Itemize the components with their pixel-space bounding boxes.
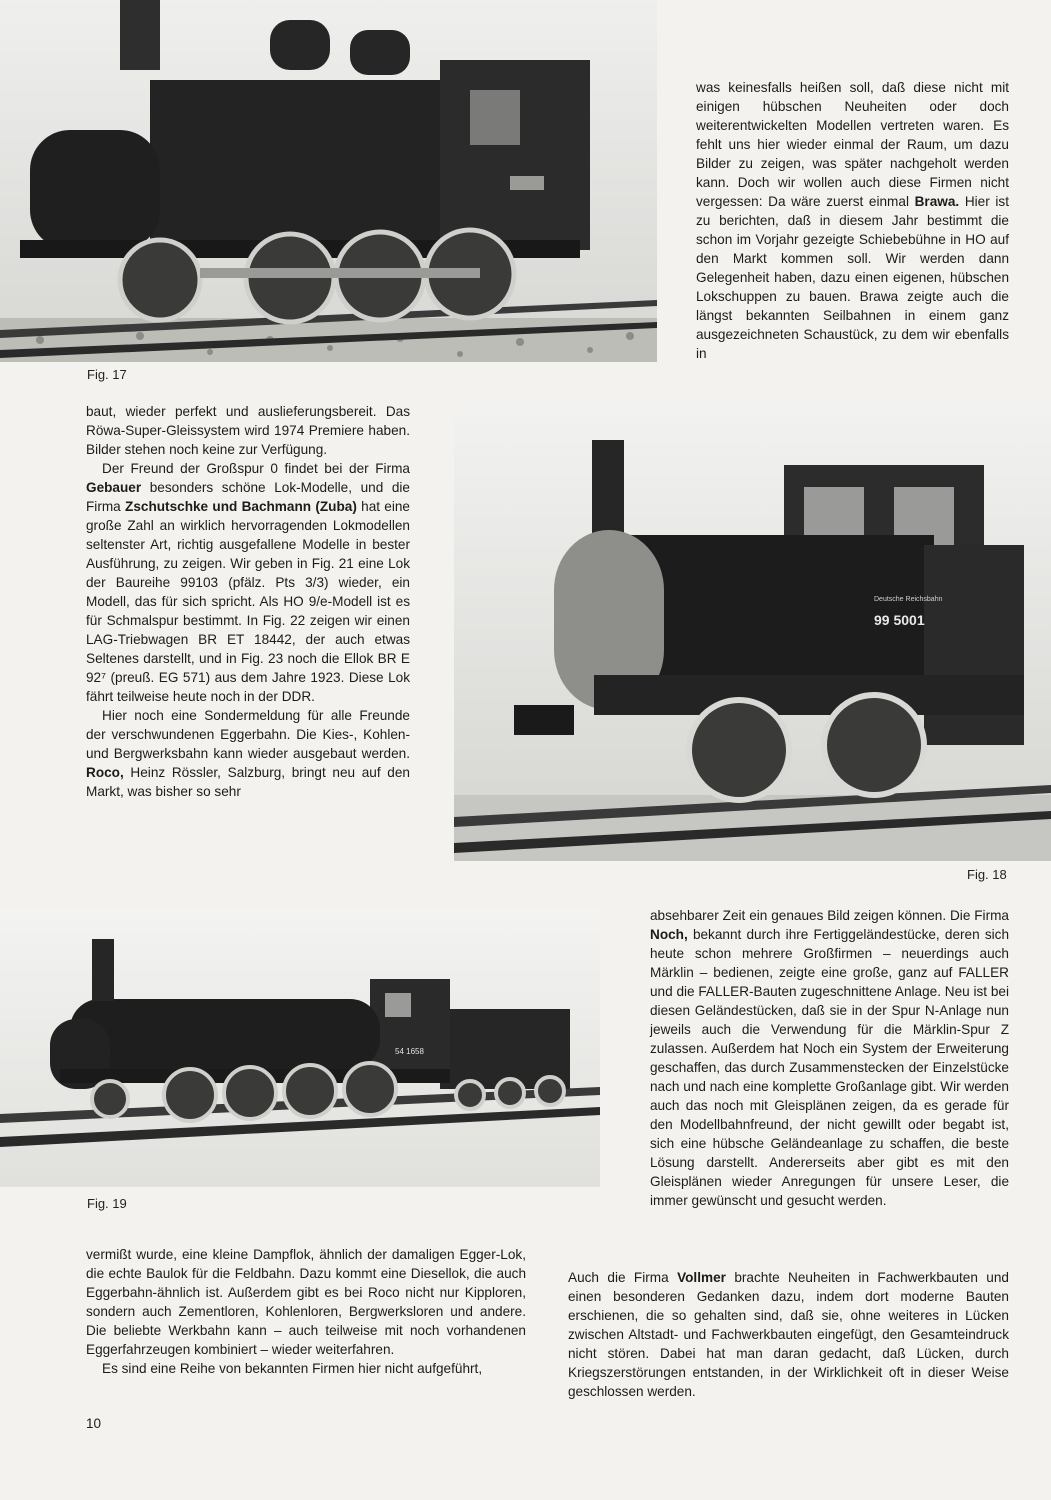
fig17-photo	[0, 0, 657, 362]
loco-number-fig19: 54 1658	[395, 1047, 424, 1056]
text-run: Hier ist zu berichten, daß in diesem Jahr bestimmt die schon im Vorjahr gezeigte Schiebebühne in HO auf den Markt kommen soll. Wir werden dann Gelegenheit haben, dazu einen eigenen, hübschen Lokschuppen zu bauen. Brawa zeigte auch die längst bekannten Seilbahnen in einem ganz ausgezeichneten Schaustück, zu dem wir ebenfalls in	[696, 194, 1009, 361]
paragraph: Der Freund der Großspur 0 findet bei der Firma Gebauer besonders schöne Lok-Modelle, und die Firma Zschutschke und Bachmann (Zuba) hat eine große Zahl an wirklich hervorragenden Lokmodellen seltenster Art, richtig ausgefallene Modelle in bester Ausführung, zu zeigen. Wir geben in Fig. 21 eine Lok der Baureihe 99103 (pfälz. Pts 3/3) wieder, ein Modell, das für sich spricht. Als HO 9/e-Modell ist es für Schmalspur bestimmt. In Fig. 22 zeigen wir einen LAG-Triebwagen BR ET 18442, der auch etwas Seltenes darstellt, und in Fig. 23 noch die Ellok BR E 92⁷ (preuß. EG 571) aus dem Jahre 1923. Diese Lok fährt teilweise heute noch in der DDR.	[86, 461, 410, 704]
text-column-bottom-right-2	[568, 1268, 1009, 1401]
locomotive-fig19-image	[0, 909, 600, 1187]
text-column-middle-left	[86, 402, 410, 801]
page-number: 10	[86, 1416, 102, 1431]
fig19-caption: Fig. 19	[87, 1196, 127, 1211]
locomotive-fig18-image	[454, 405, 1051, 861]
fig18-caption: Fig. 18	[967, 867, 1007, 882]
paragraph: Es sind eine Reihe von bekannten Firmen hier nicht aufgeführt,	[102, 1361, 483, 1376]
brand-gebauer: Gebauer	[86, 480, 142, 495]
fig17-caption: Fig. 17	[87, 367, 127, 382]
fig19-photo	[0, 909, 600, 1187]
text-column-top-right	[696, 78, 1009, 363]
loco-plate-fig18: Deutsche Reichsbahn	[874, 596, 943, 603]
paragraph: baut, wieder perfekt und auslieferungsbereit. Das Röwa-Super-Gleissystem wird 1974 Premiere haben. Bilder stehen noch keine zur Verfügung.	[86, 404, 410, 457]
locomotive-fig17-image	[0, 0, 657, 362]
brand-zuba: Zschutschke und Bachmann (Zuba)	[125, 499, 357, 514]
text-column-bottom-right	[650, 906, 1009, 1210]
paragraph: absehbarer Zeit ein genaues Bild zeigen können. Die Firma Noch, bekannt durch ihre Fertiggeländestücke, deren sich heute schon mehrere Großfirmen – neuerdings auch Märklin – bedienen, zeigte eine große, ganz auf FALLER und die FALLER-Bauten zugeschnittene Anlage. Neu ist bei diesen Geländestücken, daß sie in der Spur N-Anlage nun jeweils auch die Verwendung für die Märklin-Spur Z zulassen. Außerdem hat Noch ein System der Erweiterung geschaffen, das durch Zusammenstecken der Einzelstücke nach und nach eine komplette Großanlage gibt. Wir werden auch das noch mit Gleisplänen zeigen, da es gerade für den Modellbahnfreund, der nicht gewillt oder begabt ist, sich eine hübsche Geländeanlage zu schaffen, die beste Lösung darstellt. Andererseits aber gibt es mit den Gleisplänen wieder Anregungen für unsere Leser, die immer gewünscht und gesucht werden.	[650, 908, 1009, 1208]
brand-noch: Noch,	[650, 927, 688, 942]
brand-brawa: Brawa.	[914, 194, 960, 209]
fig18-photo	[454, 405, 1051, 861]
brand-vollmer: Vollmer	[677, 1270, 726, 1285]
brand-roco: Roco,	[86, 765, 124, 780]
loco-number-fig18: 99 5001	[874, 612, 925, 628]
text-column-bottom-left	[86, 1245, 526, 1378]
paragraph: vermißt wurde, eine kleine Dampflok, ähnlich der damaligen Egger-Lok, die echte Baulok für die Feldbahn. Dazu kommt eine Diesellok, die auch Eggerbahn-ähnlich ist. Außerdem gibt es bei Roco nicht nur Kipploren, sondern auch Zementloren, Kohlenloren, Bergwerksloren und andere. Die beliebte Werkbahn kann – auch teilweise mit noch vorhandenen Eggerfahrzeugen kombiniert – wieder weiterfahren.	[86, 1247, 526, 1357]
paragraph: Hier noch eine Sondermeldung für alle Freunde der verschwundenen Eggerbahn. Die Kies-, Kohlen- und Bergwerksbahn kann wieder ausgebaut werden. Roco, Heinz Rössler, Salzburg, bringt neu auf den Markt, was bisher so sehr	[86, 708, 410, 799]
paragraph: Auch die Firma Vollmer brachte Neuheiten in Fachwerkbauten und einen besonderen Gedanken dazu, indem dort moderne Bauten erschienen, die so gehalten sind, daß sie, ohne weiteres in Lücken zwischen Altstadt- und Fachwerkbauten eingefügt, den Gesamteindruck nicht stören. Dabei hat man daran gedacht, daß Lücken, durch Kriegszerstörungen entstanden, in der Wirklichkeit oft in dieser Weise geschlossen werden.	[568, 1270, 1009, 1399]
text-run: was keinesfalls heißen soll, daß diese nicht mit einigen hübschen Neuheiten oder doch weiterentwickelten Modellen vertreten waren. Es fehlt uns hier wieder einmal der Raum, um dazu Bilder zu zeigen, was später nachgeholt werden kann. Doch wir wollen auch diese Firmen nicht vergessen: Da wäre zuerst einmal	[696, 80, 1009, 209]
